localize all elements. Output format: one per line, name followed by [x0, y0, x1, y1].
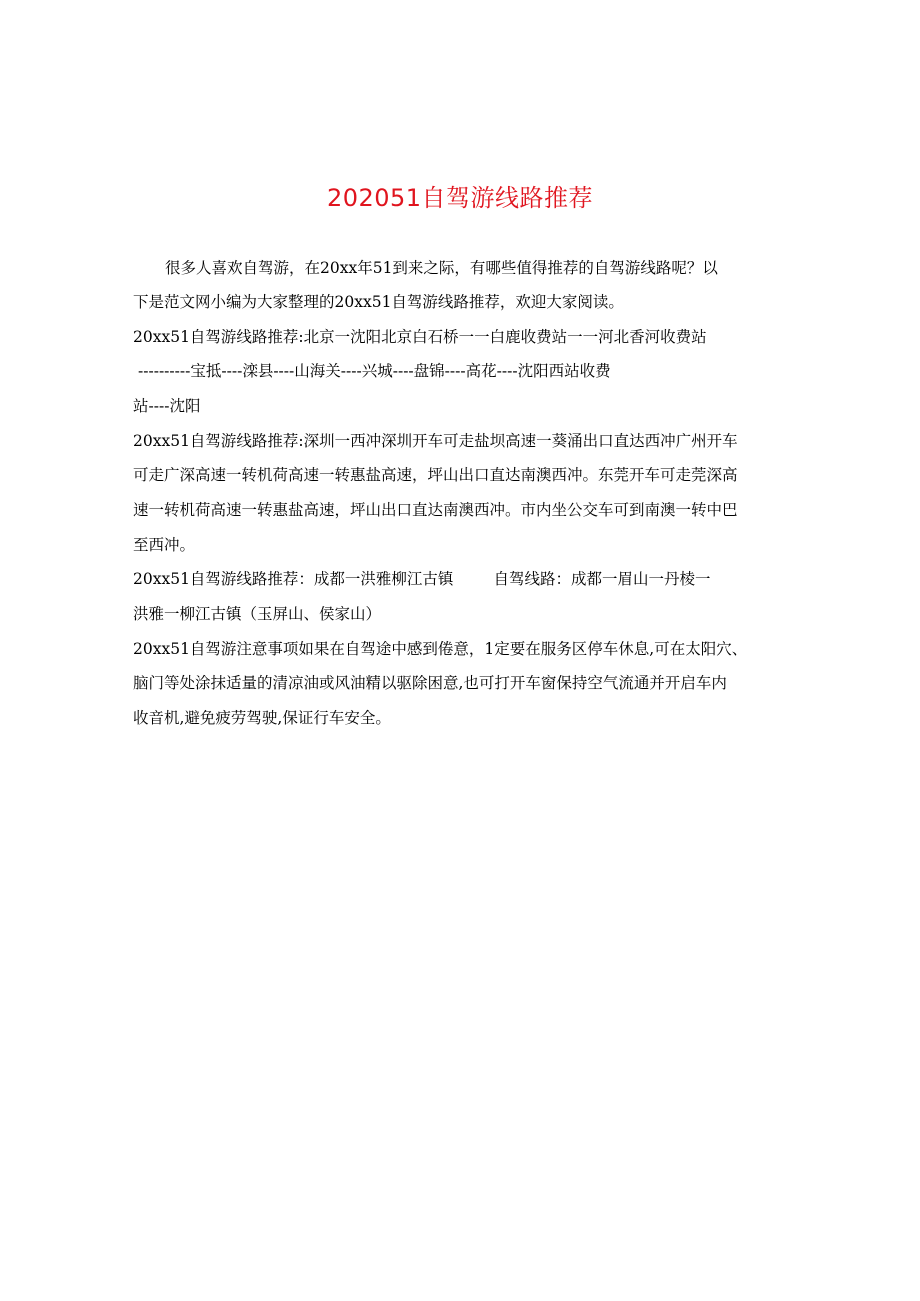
route-detail: 自驾线路：成都一眉山一丹棱一 [493, 570, 711, 588]
paragraph-line: 洪雅一柳江古镇（玉屏山、侯家山） [133, 605, 382, 623]
paragraph-line: 速一转机荷高速一转惠盐高速，坪山出口直达南澳西冲。市内坐公交车可到南澳一转中巴 [133, 501, 738, 519]
paragraph-line: 可走广深高速一转机荷高速一转惠盐高速，坪山出口直达南澳西冲。东莞开车可走莞深高 [133, 466, 738, 484]
paragraph-line: 至西冲。 [133, 536, 196, 554]
paragraph-line: 站----沈阳 [133, 397, 201, 415]
paragraph-line: 收音机,避免疲劳驾驶,保证行车安全。 [133, 709, 391, 727]
route-label: 20xx51自驾游线路推荐：成都一洪雅柳江古镇 [133, 570, 454, 588]
paragraph-line [133, 569, 710, 589]
paragraph-line: 下是范文网小编为大家整理的20xx51自驾游线路推荐，欢迎大家阅读。 [133, 293, 624, 311]
paragraph-line: 20xx51自驾游注意事项如果在自驾途中感到倦意，1定要在服务区停车休息,可在太阳穴、 [133, 640, 748, 658]
paragraph-line: ----------宝抵----滦县----山海关----兴城----盘锦----高花----沈阳西站收费 [138, 362, 611, 380]
page-title: 202051自驾游线路推荐 [326, 184, 594, 212]
paragraph-line: 20xx51自驾游线路推荐:深圳一西冲深圳开车可走盐坝高速一葵涌出口直达西冲广州开车 [133, 432, 738, 450]
paragraph-line: 脑门等处涂抹适量的清凉油或风油精以驱除困意,也可打开车窗保持空气流通并开启车内 [133, 674, 727, 692]
paragraph-line: 20xx51自驾游线路推荐:北京一沈阳北京白石桥一一白鹿收费站一一河北香河收费站 [133, 328, 707, 346]
paragraph-line: 很多人喜欢自驾游，在20xx年51到来之际，有哪些值得推荐的自驾游线路呢？以 [165, 259, 718, 277]
